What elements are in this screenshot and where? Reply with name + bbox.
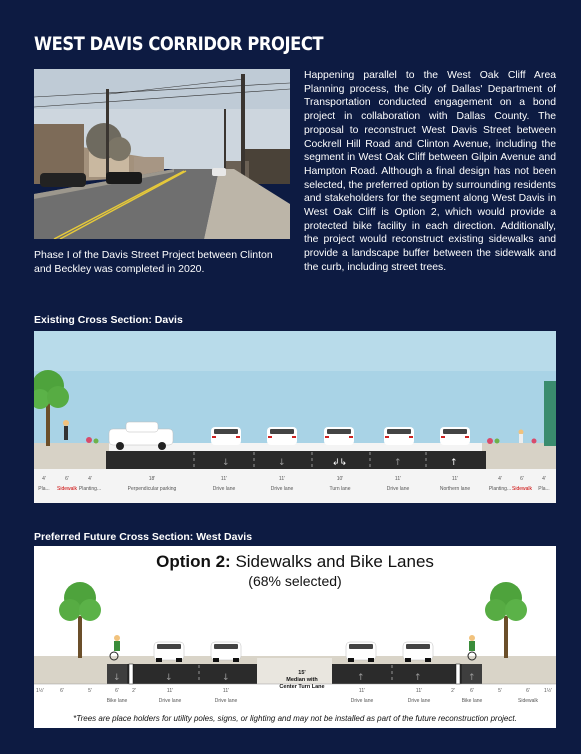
dim-label: 11' — [220, 476, 228, 482]
svg-text:↓: ↓ — [222, 673, 230, 683]
lane-label: Drive lane — [270, 486, 294, 492]
dim-label: 6' — [65, 476, 69, 482]
dim-label: 6' — [115, 688, 119, 694]
lane-label: Bike lane — [461, 698, 483, 704]
lane-label: Drive lane — [214, 698, 238, 704]
lane-label: Pla... — [538, 486, 550, 492]
lane-label: Planting... — [78, 486, 102, 492]
page-title: WEST DAVIS CORRIDOR PROJECT — [34, 33, 324, 55]
dim-label: 1½' — [36, 688, 44, 694]
lane-label: Perpendicular parking — [127, 486, 177, 492]
dim-label: 4' — [542, 476, 546, 482]
dim-label: 5' — [498, 688, 502, 694]
svg-text:↓: ↓ — [113, 673, 121, 683]
dim-label: 11' — [451, 476, 459, 482]
preferred-cross-section — [34, 546, 556, 728]
svg-text:↑: ↑ — [414, 673, 422, 683]
body-paragraph: Happening parallel to the West Oak Cliff Area Planning process, the City of Dallas' Department of Transportation conducted engagement on a bond project in collaboration with Dallas County. The proposal to reconstruct West Davis Street between Cockrell Hill Road and Clinton Avenue, including the segment in West Oak Cliff between Gilpin Avenue and Hampton Road. Although a final design has not been selected, the preferred option by surrounding residents and stakeholders for the segment along West Davis in West Oak Cliff is Option 2, which would provide a protected bike facility in each direction. Additionally, the project would reconstruct existing sidewalks and provide a landscape buffer between the sidewalk and the curb, including street trees. — [304, 70, 556, 273]
dim-label: 10' — [336, 476, 344, 482]
dim-label: 2' — [132, 688, 136, 694]
existing-section-label: Existing Cross Section: Davis — [34, 314, 183, 326]
lane-label: Drive lane — [386, 486, 410, 492]
lane-label: Bike lane — [106, 698, 128, 704]
dim-label: 4' — [88, 476, 92, 482]
option-title: Option 2: Sidewalks and Bike Lanes — [156, 552, 434, 571]
lane-label: Planting... — [488, 486, 512, 492]
dim-label: 4' — [42, 476, 46, 482]
dim-label: 11' — [278, 476, 286, 482]
street-photo — [34, 69, 290, 239]
dim-label: 1½' — [544, 688, 552, 694]
svg-text:↑: ↑ — [468, 673, 476, 683]
svg-text:↓: ↓ — [222, 458, 230, 468]
lane-label: Drive lane — [407, 698, 431, 704]
lane-label: Northern lane — [439, 486, 471, 492]
dim-label: 11' — [415, 688, 423, 694]
lane-label: Drive lane — [212, 486, 236, 492]
preferred-section-label: Preferred Future Cross Section: West Davis — [34, 531, 253, 543]
photo-caption: Phase I of the Davis Street Project between Clinton and Beckley was completed in 2020. — [34, 249, 273, 275]
median-label: 15' Median with Center Turn Lane — [279, 670, 325, 690]
lane-label: Turn lane — [329, 486, 351, 492]
dim-label: 6' — [526, 688, 530, 694]
dim-label: 11' — [358, 688, 366, 694]
dim-label: 5' — [88, 688, 92, 694]
option-subtitle: (68% selected) — [248, 573, 342, 589]
dim-label: 6' — [520, 476, 524, 482]
dim-label: 2' — [451, 688, 455, 694]
svg-text:↑: ↑ — [394, 458, 402, 468]
svg-text:↲↳: ↲↳ — [332, 458, 348, 468]
dim-label: 11' — [394, 476, 402, 482]
dim-label: 18' — [148, 476, 156, 482]
dim-label: 11' — [222, 688, 230, 694]
dim-label: 6' — [470, 688, 474, 694]
lane-label: Sidewalk — [511, 486, 533, 492]
lane-label: Pla... — [38, 486, 50, 492]
dim-label: 11' — [166, 688, 174, 694]
svg-text:↓: ↓ — [165, 673, 173, 683]
dim-label: 6' — [60, 688, 64, 694]
dim-label: 4' — [498, 476, 502, 482]
lane-label: Sidewalk — [56, 486, 78, 492]
footnote: *Trees are place holders for utility poles, signs, or lighting and may not be installed as part of the future reconstruction project. — [73, 714, 517, 723]
svg-text:↑: ↑ — [450, 458, 458, 468]
svg-text:↑: ↑ — [357, 673, 365, 683]
lane-label: Sidewalk — [517, 698, 539, 704]
lane-label: Drive lane — [350, 698, 374, 704]
existing-cross-section — [34, 331, 556, 503]
lane-label: Drive lane — [158, 698, 182, 704]
svg-text:↓: ↓ — [278, 458, 286, 468]
